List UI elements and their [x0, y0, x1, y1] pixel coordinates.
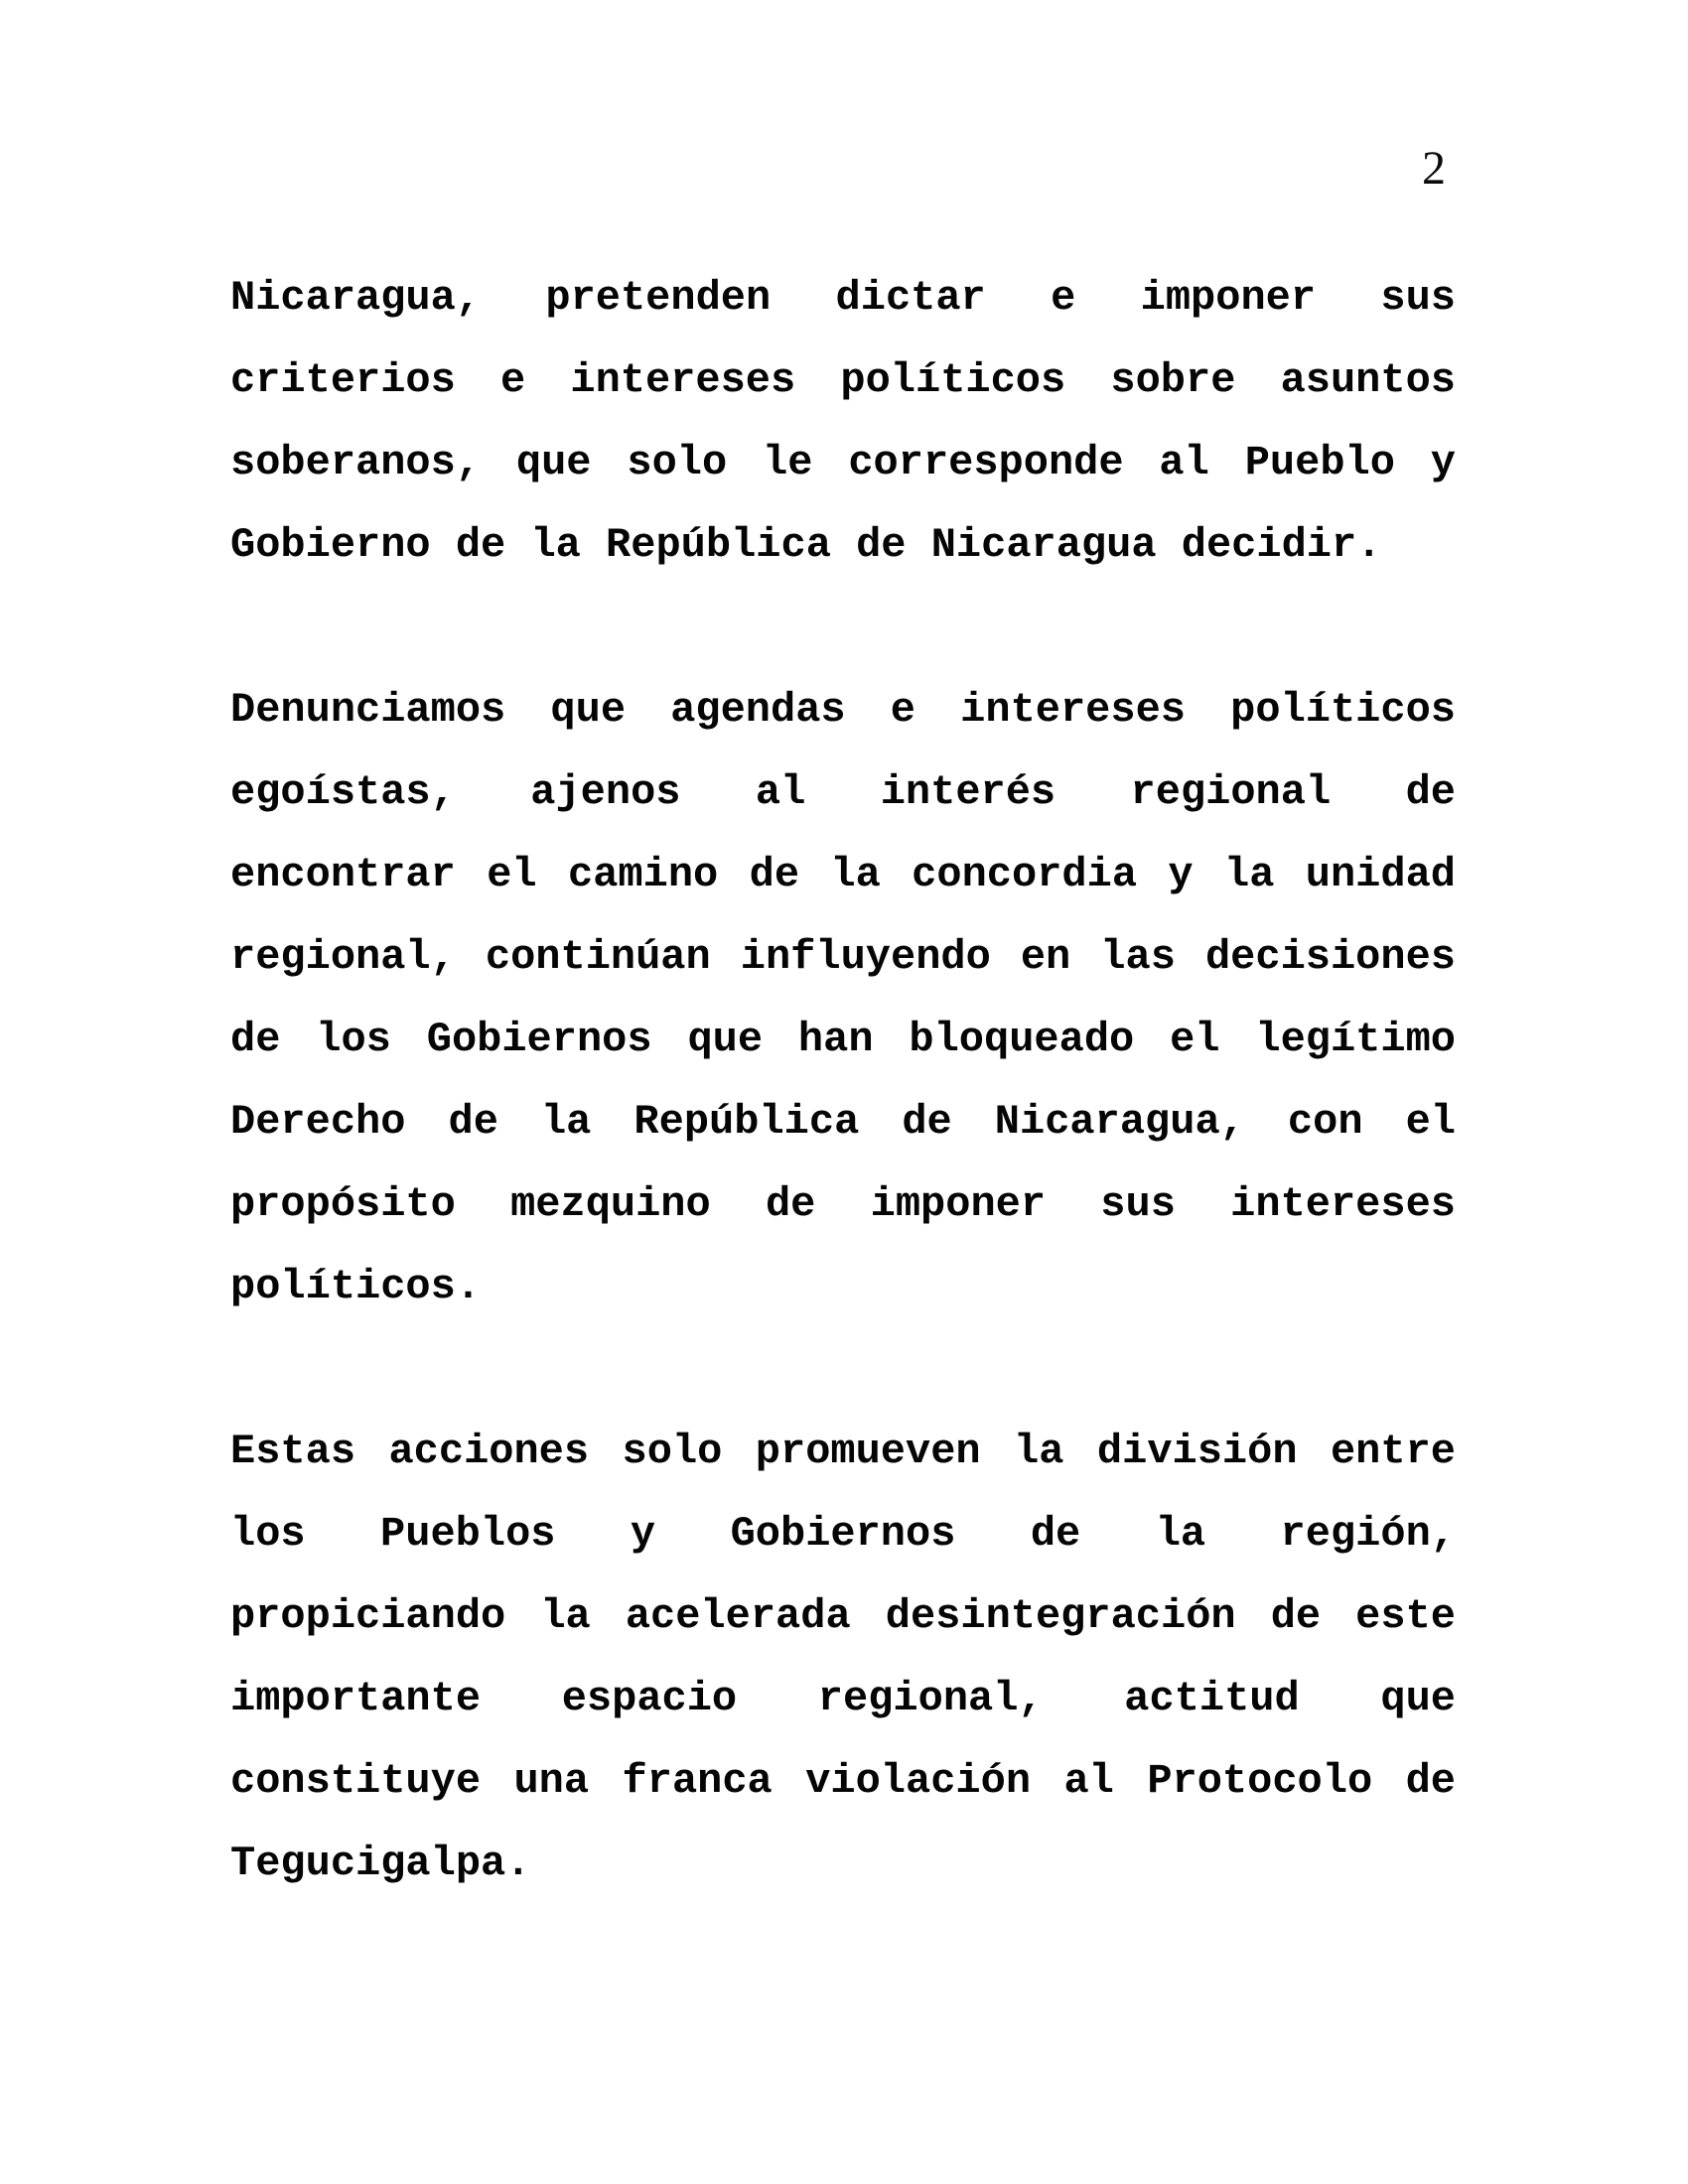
text-line: políticos.	[230, 1263, 482, 1310]
paragraph	[230, 669, 1456, 1328]
text-line: regional, continúan influyendo en las decisiones	[230, 933, 1456, 981]
text-line: egoístas, ajenos al interés regional de	[230, 768, 1456, 816]
text-line: propiciando la acelerada desintegración de este	[230, 1592, 1456, 1640]
text-line: de los Gobiernos que han bloqueado el legítimo	[230, 1016, 1456, 1063]
text-line: criterios e intereses políticos sobre asuntos	[230, 356, 1456, 404]
text-line: Estas acciones solo promueven la división entre	[230, 1428, 1456, 1475]
text-line: Nicaragua, pretenden dictar e imponer sus	[230, 274, 1456, 322]
text-line: importante espacio regional, actitud que	[230, 1675, 1456, 1722]
page-number: 2	[1422, 142, 1446, 195]
text-line: Tegucigalpa.	[230, 1840, 531, 1887]
text-line: Derecho de la República de Nicaragua, con el	[230, 1098, 1456, 1146]
text-line: propósito mezquino de imponer sus intereses	[230, 1180, 1456, 1228]
paragraph	[230, 257, 1456, 587]
text-line: encontrar el camino de la concordia y la unidad	[230, 851, 1456, 898]
text-line: constituye una franca violación al Protocolo de	[230, 1757, 1456, 1805]
text-line: Denunciamos que agendas e intereses políticos	[230, 686, 1456, 734]
text-line: los Pueblos y Gobiernos de la región,	[230, 1510, 1456, 1558]
text-line: soberanos, que solo le corresponde al Pueblo y	[230, 439, 1456, 486]
document-body	[230, 257, 1456, 1905]
paragraph	[230, 1411, 1456, 1905]
text-line: Gobierno de la República de Nicaragua decidir.	[230, 521, 1382, 569]
